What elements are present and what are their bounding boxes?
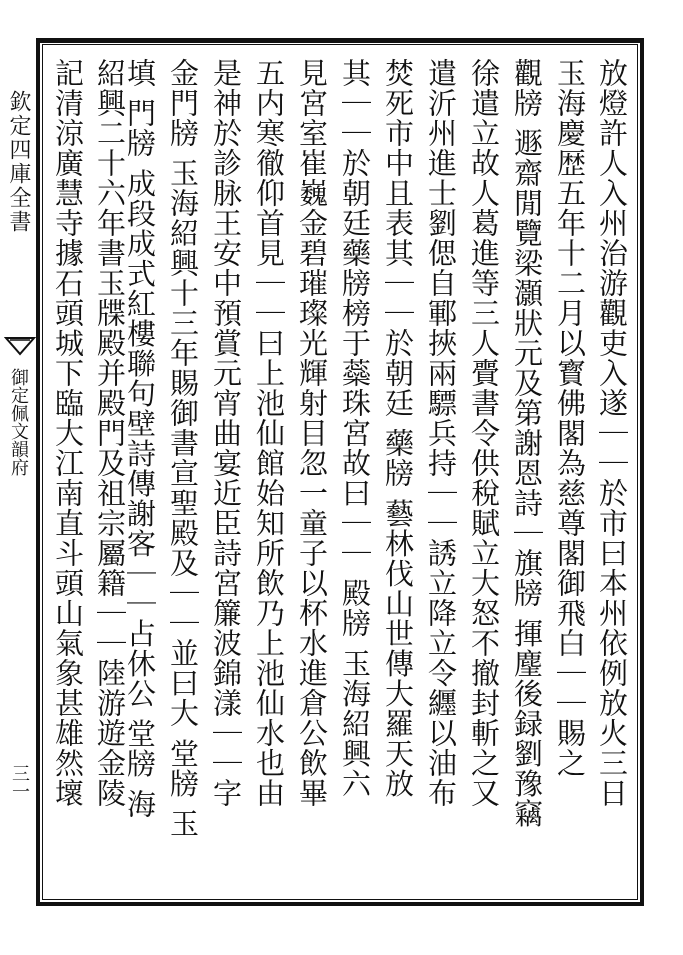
text-column: 見宮室崔巍金碧璀璨光輝射目忽一童子以杯水進倉公飲畢 — [295, 58, 329, 808]
text-column: 玉海慶歴五年十二月以寳佛閣為慈尊閣御飛白｜｜賜之 — [553, 58, 587, 778]
text-column: 觀牓 遯齋閒覽梁灝狀元及第謝恩詩｜旗牓 揮麈後録劉豫竊 — [510, 58, 544, 829]
text-column: 是神於診脉王安中預賞元宵曲宴近臣詩宮簾波錦漾｜｜字 — [209, 58, 243, 808]
text-column: 焚死市中且表其｜｜於朝廷 藥牓 藝林伐山世傳大羅天放 — [381, 58, 415, 799]
page-number: 三一 — [9, 764, 30, 800]
book-title: 御定佩文韻府 — [8, 368, 29, 476]
text-column: 五内寒徹仰首見｜｜曰上池仙館始知所飲乃上池仙水也由 — [252, 58, 286, 808]
text-column: 金門牓 玉海紹興十三年賜御書宣聖殿及｜｜並曰大 堂牓 玉 — [166, 58, 200, 839]
text-column: 紹興二十六年書玉牒殿并殿門及祖宗屬籍｜｜陸游遊金陵 — [93, 58, 127, 808]
text-column: 其｜｜於朝廷藥牓榜于蘂珠宮故曰｜｜ 殿牓 玉海紹興六 — [338, 58, 372, 799]
page-gutter — [0, 38, 36, 906]
gutter-rule — [36, 44, 38, 900]
text-column: 遣沂州進士劉偲自鄆挾兩驃兵持｜｜誘立降立令纒以油布 — [424, 58, 458, 808]
book-series-title: 欽定四庫全書 — [6, 90, 31, 234]
text-column: 放燈許人入州治游觀吏入遂｜｜於市曰本州依例放火三日 — [595, 58, 629, 808]
text-column: 填 門牓 成段成式紅樓聯句壁詩傳謝客｜｜占休公 堂牓 海 — [123, 58, 157, 819]
text-column: 記清涼廣慧寺據石頭城下臨大江南直斗頭山氣象甚雄然壞 — [51, 58, 85, 808]
text-column: 徐遣立故人葛進等三人賷書令供稅賦立大怒不撤封斬之又 — [467, 58, 501, 808]
fishtail-mark-icon — [4, 336, 36, 356]
